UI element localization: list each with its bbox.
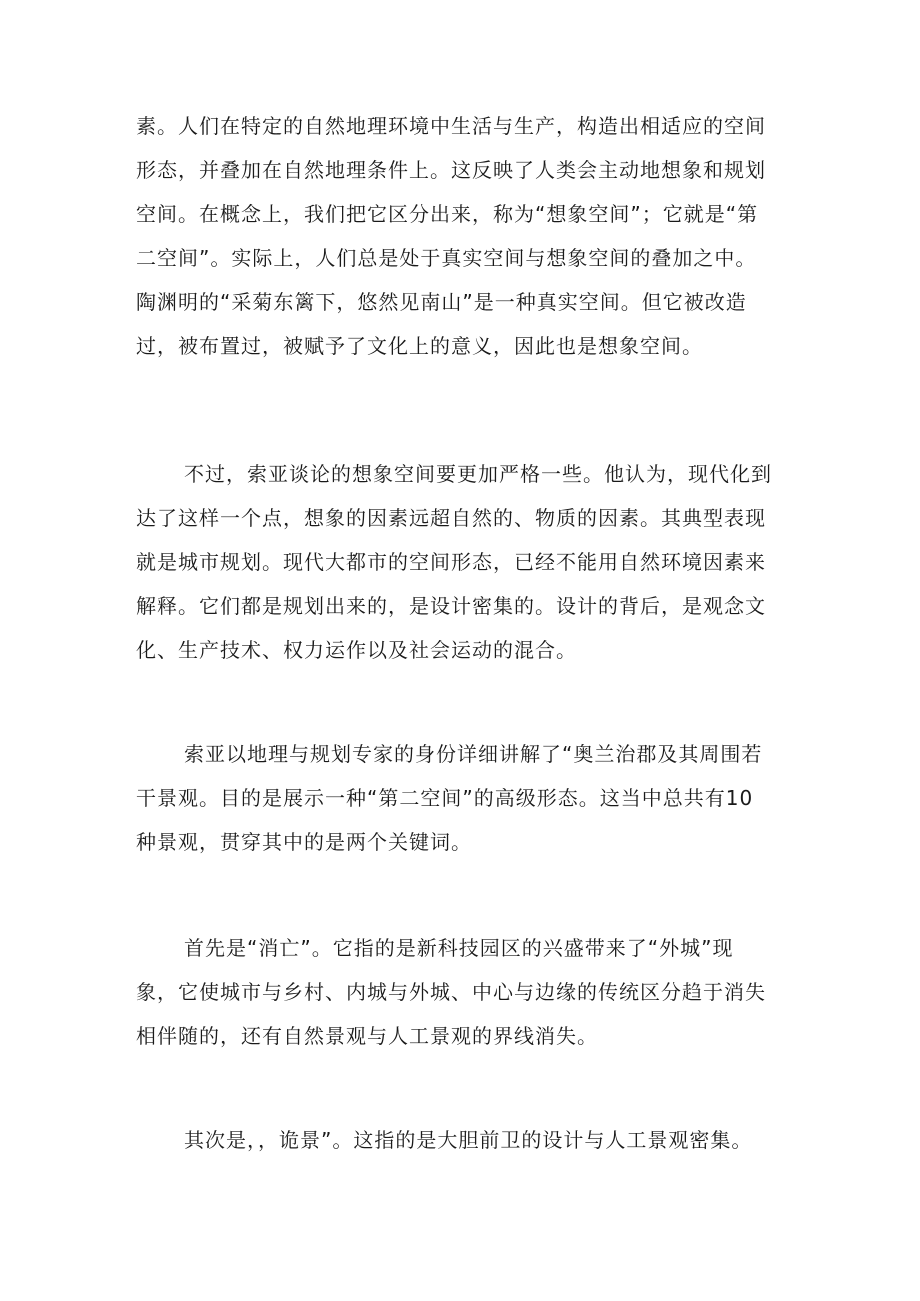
paragraph-3 <box>136 732 816 864</box>
text-line: 干景观。目的是展示一种“第二空间”的高级形态。这当中总共有10 <box>136 786 754 810</box>
text-line: 陶渊明的“采菊东篱下，悠然见南山”是一种真实空间。但它被改造 <box>136 290 747 314</box>
text-line: 不过，索亚谈论的想象空间要更加严格一些。他认为，现代化到 <box>184 462 772 486</box>
text-line: 其次是，，诡景”。这指的是大胆前卫的设计与人工景观密集。 <box>184 1128 753 1152</box>
paragraph-1 <box>136 104 816 368</box>
text-line: 索亚以地理与规划专家的身份详细讲解了“奥兰治郡及其周围若 <box>184 742 763 766</box>
text-line: 过，被布置过，被赋予了文化上的意义，因此也是想象空间。 <box>136 334 703 358</box>
text-line: 相伴随的，还有自然景观与人工景观的界线消失。 <box>136 1024 598 1048</box>
text-line: 种景观，贯穿其中的是两个关键词。 <box>136 830 472 854</box>
text-line: 就是城市规划。现代大都市的空间形态，已经不能用自然环境因素来 <box>136 550 766 574</box>
text-line: 化、生产技术、权力运作以及社会运动的混合。 <box>136 638 577 662</box>
paragraph-4 <box>136 926 816 1058</box>
paragraph-5 <box>136 1118 816 1162</box>
text-line: 二空间”。实际上，人们总是处于真实空间与想象空间的叠加之中。 <box>136 246 757 270</box>
text-line: 首先是“消亡”。它指的是新科技园区的兴盛带来了“外城”现 <box>184 936 734 960</box>
text-line: 达了这样一个点，想象的因素远超自然的、物质的因素。其典型表现 <box>136 506 766 530</box>
text-line: 解释。它们都是规划出来的，是设计密集的。设计的背后，是观念文 <box>136 594 766 618</box>
text-line: 素。人们在特定的自然地理环境中生活与生产，构造出相适应的空间 <box>136 114 766 138</box>
text-line: 空间。在概念上，我们把它区分出来，称为“想象空间”；它就是“第 <box>136 202 759 226</box>
text-line: 形态，并叠加在自然地理条件上。这反映了人类会主动地想象和规划 <box>136 158 766 182</box>
paragraph-2 <box>136 452 816 672</box>
text-line: 象，它使城市与乡村、内城与外城、中心与边缘的传统区分趋于消失 <box>136 980 766 1004</box>
